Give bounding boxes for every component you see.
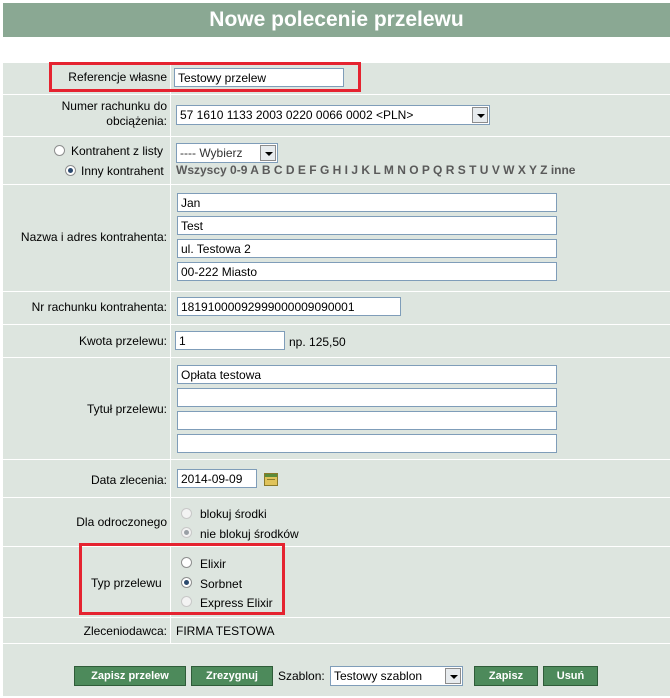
row-divider <box>3 357 670 358</box>
alphabet-link[interactable]: L <box>373 163 381 177</box>
alphabet-link[interactable]: G <box>319 163 330 177</box>
name-address-label: Nazwa i adres kontrahenta: <box>20 230 167 244</box>
name-address-line-3[interactable]: ul. Testowa 2 <box>177 239 557 258</box>
amount-input[interactable]: 1 <box>175 331 285 350</box>
deferred-label: Dla odroczonego <box>76 515 167 529</box>
contractor-account-input[interactable]: 18191000092999000009090001 <box>177 297 401 316</box>
deferred-block-radio[interactable] <box>181 508 192 519</box>
row-divider <box>3 459 670 460</box>
template-select[interactable] <box>330 666 463 686</box>
alphabet-link[interactable]: P <box>421 163 430 177</box>
debit-account-label <box>3 99 167 129</box>
deferred-block-label: blokuj środki <box>200 507 267 521</box>
alphabet-link[interactable]: F <box>309 163 317 177</box>
deferred-noblock-label: nie blokuj środków <box>200 527 299 541</box>
cancel-button[interactable]: Zrezygnuj <box>191 666 273 686</box>
row-divider <box>3 184 670 185</box>
deferred-noblock-radio[interactable] <box>181 527 192 538</box>
alphabet-link[interactable]: E <box>297 163 306 177</box>
date-label: Data zlecenia: <box>90 473 167 487</box>
calendar-icon[interactable] <box>264 473 278 486</box>
row-divider <box>3 617 670 618</box>
alphabet-link[interactable]: B <box>261 163 271 177</box>
alphabet-link[interactable]: H <box>332 163 342 177</box>
row-divider <box>3 136 670 137</box>
reference-input[interactable]: Testowy przelew <box>174 68 344 87</box>
alphabet-link[interactable]: M <box>383 163 394 177</box>
row-divider <box>3 324 670 325</box>
transfer-type-label: Typ przelewu <box>91 576 162 590</box>
alphabet-link[interactable]: inne <box>550 163 576 177</box>
contractor-select-value: ---- Wybierz <box>180 146 243 160</box>
title-line-3[interactable] <box>177 411 557 430</box>
chevron-down-icon[interactable] <box>260 145 276 161</box>
contractor-other-radio[interactable] <box>65 165 76 176</box>
alphabet-link[interactable]: D <box>285 163 295 177</box>
alphabet-link[interactable]: X <box>517 163 526 177</box>
alphabet-link[interactable]: K <box>361 163 371 177</box>
contractor-list-radio[interactable] <box>54 145 65 156</box>
template-label: Szablon: <box>278 669 325 683</box>
save-button[interactable]: Zapisz <box>474 666 538 686</box>
alphabet-link[interactable]: Wszyscy <box>176 163 227 177</box>
chevron-down-icon[interactable] <box>472 107 488 123</box>
name-address-line-2[interactable]: Test <box>177 216 557 235</box>
template-select-value: Testowy szablon <box>334 669 423 683</box>
debit-account-value: 57 1610 1133 2003 0220 0066 0002 <PLN> <box>180 108 414 122</box>
alphabet-link[interactable]: U <box>479 163 489 177</box>
alphabet-link[interactable]: W <box>503 163 515 177</box>
contractor-account-label: Nr rachunku kontrahenta: <box>31 300 167 314</box>
transfer-type-elixir-label: Elixir <box>200 557 226 571</box>
title-label: Tytuł przelewu: <box>86 402 167 416</box>
delete-button[interactable]: Usuń <box>543 666 598 686</box>
transfer-type-sorbnet-label: Sorbnet <box>200 577 243 591</box>
alphabet-link[interactable]: C <box>273 163 283 177</box>
name-address-line-4[interactable]: 00-222 Miasto <box>177 262 557 281</box>
title-line-2[interactable] <box>177 388 557 407</box>
debit-account-select[interactable] <box>176 105 490 125</box>
alphabet-link[interactable]: O <box>409 163 419 177</box>
save-transfer-button[interactable]: Zapisz przelew <box>74 666 186 686</box>
alphabet-link[interactable]: N <box>397 163 406 177</box>
highlight-transfer-type <box>79 543 285 615</box>
debit-account-label-line2: obciążenia: <box>106 114 167 128</box>
contractor-list-label: Kontrahent z listy <box>71 144 164 158</box>
title-line-4[interactable] <box>177 434 557 453</box>
reference-label: Referencje własne <box>68 70 167 84</box>
row-divider <box>3 291 670 292</box>
highlight-reference <box>49 62 361 92</box>
alphabet-link[interactable]: S <box>457 163 466 177</box>
row-divider <box>3 94 670 95</box>
alphabet-link[interactable]: Z <box>540 163 548 177</box>
page-title: Nowe polecenie przelewu <box>3 3 670 37</box>
alphabet-link[interactable]: Y <box>528 163 537 177</box>
alphabet-link[interactable]: 0-9 <box>230 163 248 177</box>
contractor-other-label: Inny kontrahent <box>81 164 164 178</box>
date-input[interactable]: 2014-09-09 <box>177 469 257 488</box>
alphabet-link[interactable]: J <box>351 163 359 177</box>
amount-label: Kwota przelewu: <box>78 334 167 348</box>
alphabet-filter <box>176 163 670 177</box>
chevron-down-icon[interactable] <box>445 668 461 684</box>
name-address-line-1[interactable]: Jan <box>177 193 557 212</box>
alphabet-link[interactable]: I <box>344 163 348 177</box>
title-line-1[interactable]: Opłata testowa <box>177 365 557 384</box>
alphabet-link[interactable]: V <box>491 163 500 177</box>
contractor-select[interactable] <box>176 143 278 163</box>
row-divider <box>3 497 670 498</box>
orderer-value: FIRMA TESTOWA <box>176 624 275 638</box>
transfer-type-express-label: Express Elixir <box>200 596 273 610</box>
debit-account-label-line1: Numer rachunku do <box>61 99 167 113</box>
row-divider <box>3 643 670 644</box>
alphabet-link[interactable]: Q <box>433 163 443 177</box>
alphabet-link[interactable]: T <box>469 163 477 177</box>
alphabet-link[interactable]: A <box>250 163 259 177</box>
orderer-label: Zleceniodawca: <box>83 624 167 638</box>
alphabet-link[interactable]: R <box>445 163 455 177</box>
amount-example: np. 125,50 <box>289 335 346 349</box>
